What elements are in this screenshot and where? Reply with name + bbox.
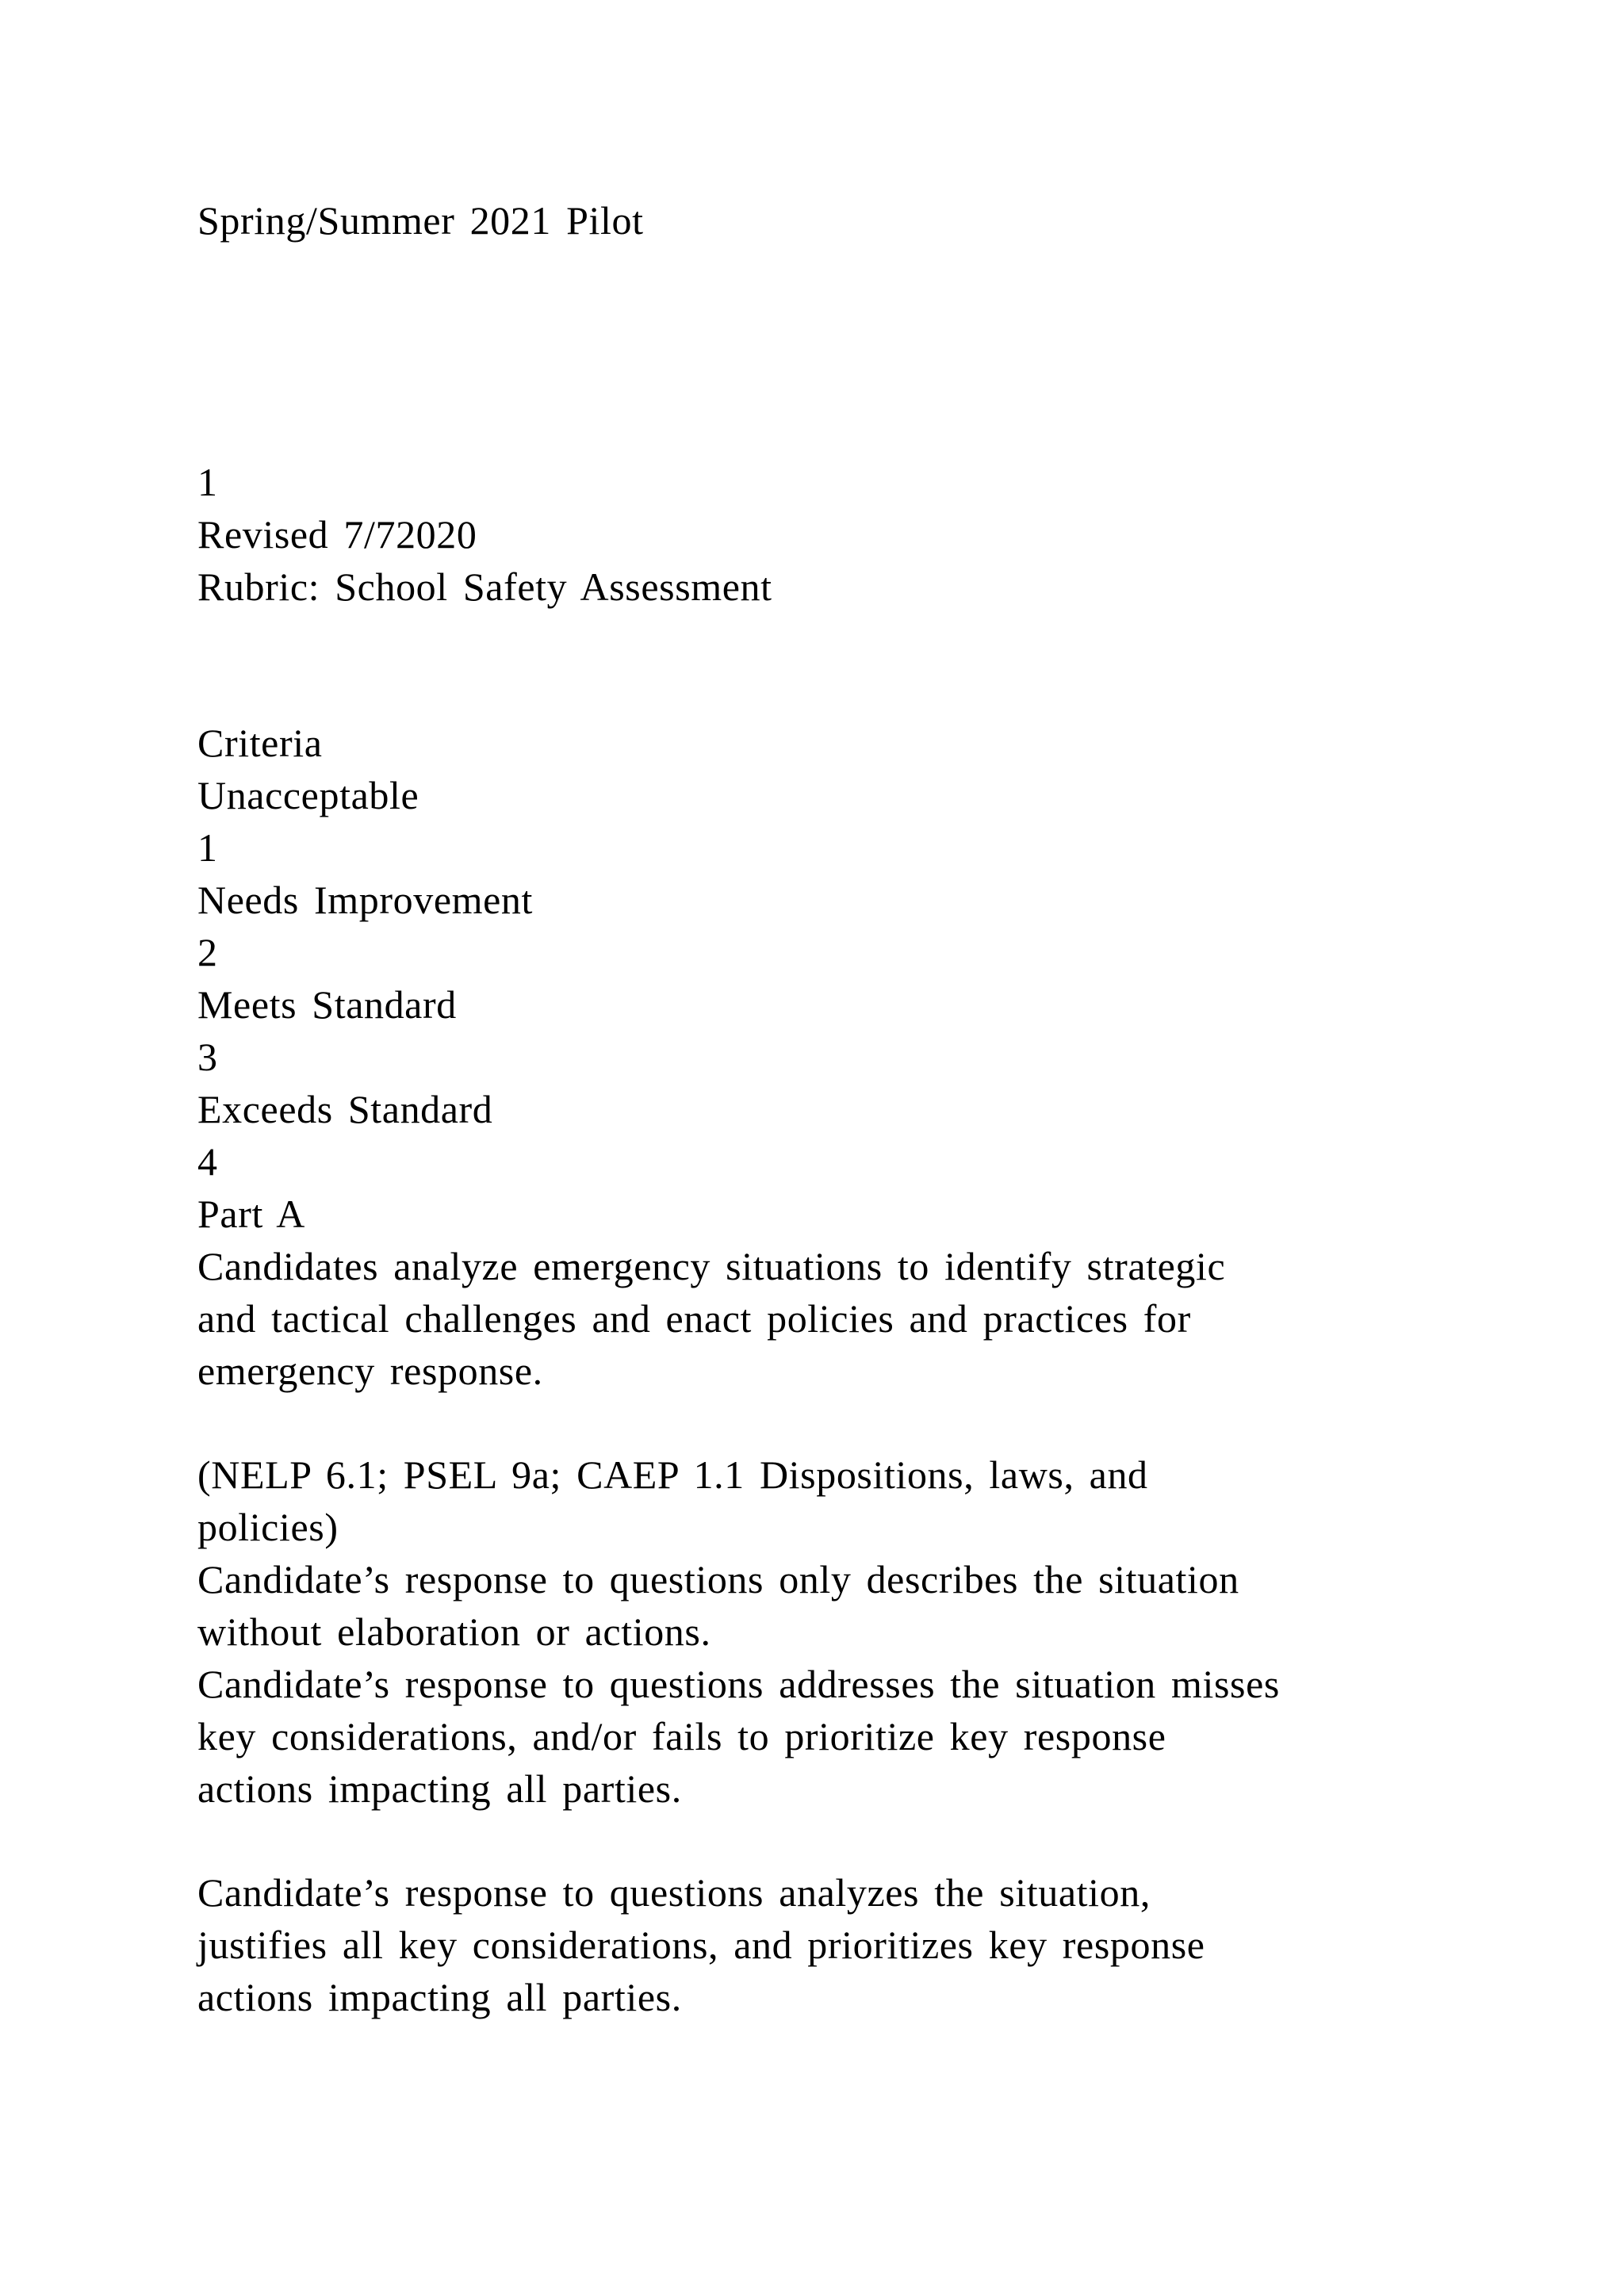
part-a-label: Part A <box>197 1192 305 1236</box>
document-title: Rubric: School Safety Assessment <box>197 564 772 609</box>
part-a-unacceptable-line: without elaboration or actions. <box>197 1609 711 1654</box>
column-score-exceeds-standard: 4 <box>197 1139 218 1184</box>
page-number: 1 <box>197 460 218 504</box>
part-a-meets-standard-line: justifies all key considerations, and prioritizes key response <box>197 1923 1205 1967</box>
part-a-standards-line: (NELP 6.1; PSEL 9a; CAEP 1.1 Dispositions, laws, and <box>197 1452 1148 1497</box>
part-a-criterion-line: and tactical challenges and enact policies and practices for <box>197 1296 1191 1341</box>
part-a-meets-standard-line: Candidate’s response to questions analyzes the situation, <box>197 1870 1151 1915</box>
document-header: Spring/Summer 2021 Pilot <box>197 198 644 243</box>
revision-date: Revised 7/72020 <box>197 512 477 557</box>
part-a-needs-improvement-line: actions impacting all parties. <box>197 1766 682 1811</box>
column-score-needs-improvement: 2 <box>197 930 218 974</box>
column-score-unacceptable: 1 <box>197 825 218 870</box>
column-score-meets-standard: 3 <box>197 1035 218 1079</box>
part-a-criterion-line: Candidates analyze emergency situations to identify strategic <box>197 1244 1226 1288</box>
part-a-meets-standard-line: actions impacting all parties. <box>197 1975 682 2019</box>
part-a-needs-improvement-line: key considerations, and/or fails to prioritize key response <box>197 1714 1166 1758</box>
part-a-unacceptable-line: Candidate’s response to questions only describes the situation <box>197 1557 1239 1601</box>
column-header-exceeds-standard: Exceeds Standard <box>197 1087 493 1131</box>
column-header-needs-improvement: Needs Improvement <box>197 878 534 922</box>
column-header-unacceptable: Unacceptable <box>197 773 419 817</box>
part-a-needs-improvement-line: Candidate’s response to questions addresses the situation misses <box>197 1662 1280 1706</box>
column-header-criteria: Criteria <box>197 721 323 765</box>
part-a-standards-line: policies) <box>197 1505 339 1549</box>
column-header-meets-standard: Meets Standard <box>197 982 457 1027</box>
part-a-criterion-line: emergency response. <box>197 1349 543 1393</box>
